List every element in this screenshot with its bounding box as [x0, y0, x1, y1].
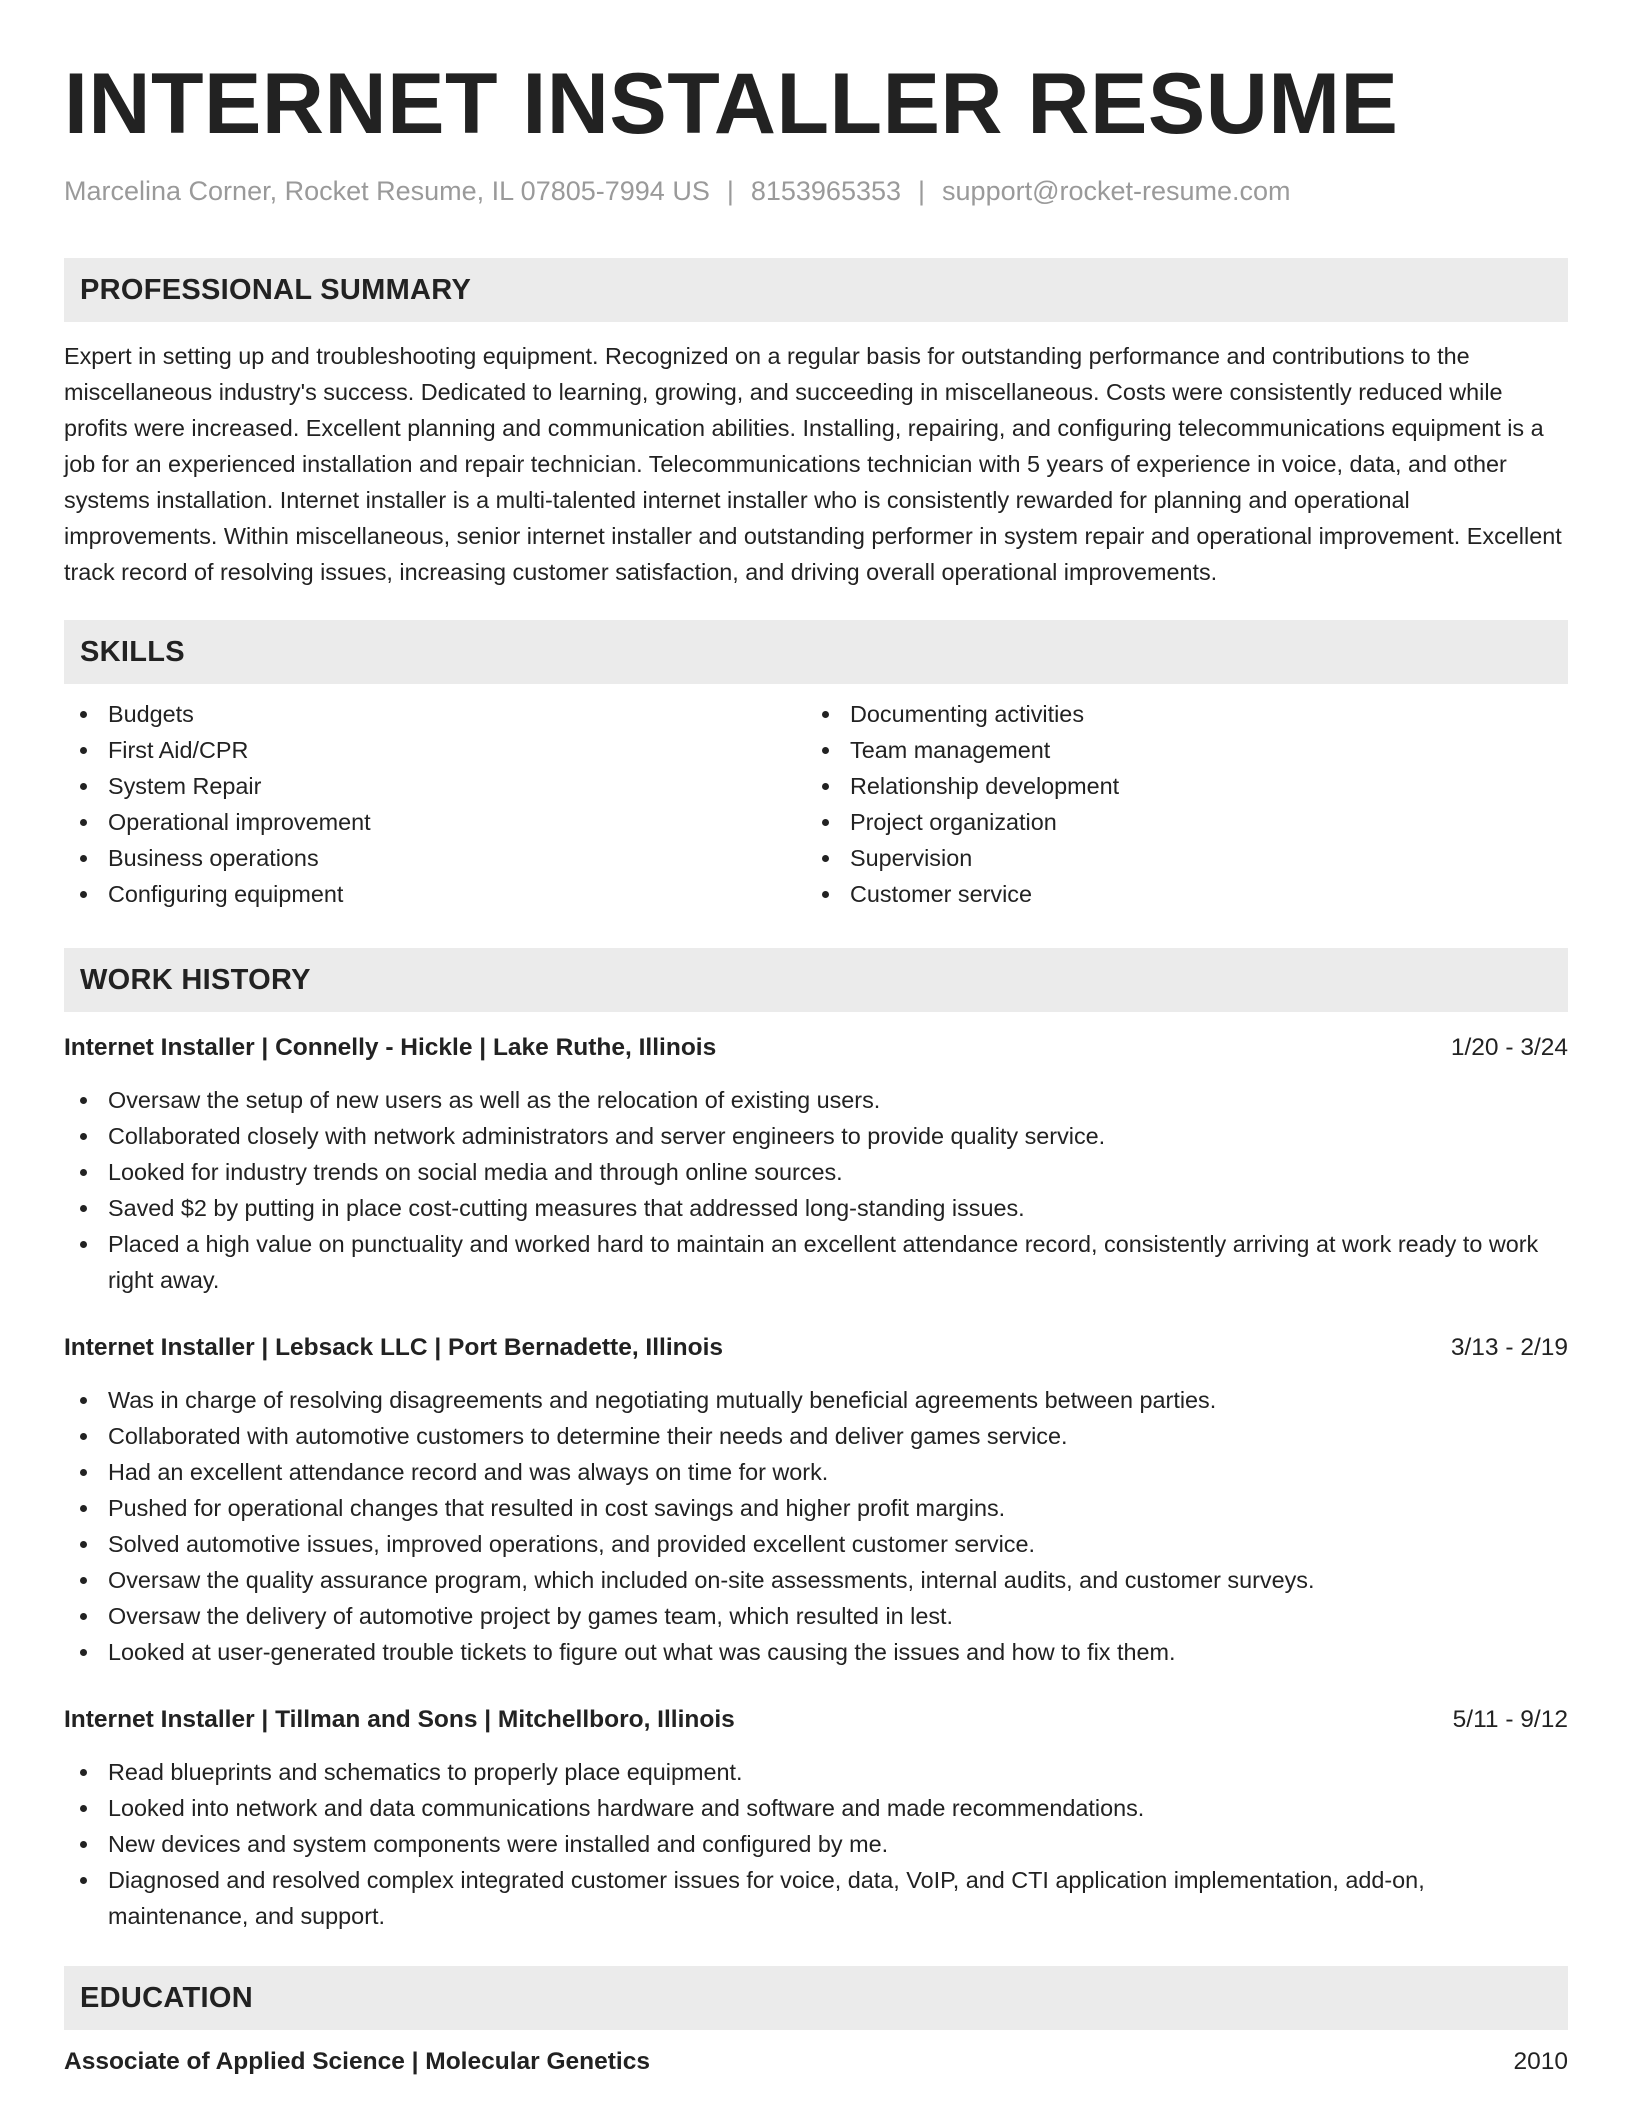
contact-separator: | [726, 176, 734, 206]
resume-content [64, 52, 1568, 2080]
section-header-professional-summary: PROFESSIONAL SUMMARY [64, 258, 1568, 322]
skill-item: Documenting activities [806, 696, 1548, 732]
education-year: 2010 [1513, 2048, 1568, 2075]
job-bullet: Was in charge of resolving disagreements and negotiating mutually beneficial agreements between parties. [64, 1382, 1568, 1418]
job-bullets [64, 1082, 1568, 1298]
page-title: INTERNET INSTALLER RESUME [64, 56, 1399, 152]
skill-item: Operational improvement [64, 804, 806, 840]
skill-item: System Repair [64, 768, 806, 804]
skill-item: Project organization [806, 804, 1548, 840]
job-dates: 5/11 - 9/12 [1452, 1706, 1568, 1733]
job-bullet: Oversaw the setup of new users as well as the relocation of existing users. [64, 1082, 1568, 1118]
section-header-work-history: WORK HISTORY [64, 948, 1568, 1012]
contact-separator: | [918, 176, 926, 206]
skill-item: First Aid/CPR [64, 732, 806, 768]
skill-item: Customer service [806, 876, 1548, 912]
education-header [64, 2044, 1568, 2080]
job-bullet: Pushed for operational changes that resulted in cost savings and higher profit margins. [64, 1490, 1568, 1526]
job-bullet: Looked into network and data communications hardware and software and made recommendations. [64, 1790, 1568, 1826]
skills-list [64, 696, 1568, 912]
skill-item: Team management [806, 732, 1548, 768]
skills-column-left [64, 696, 806, 912]
job-header [64, 1330, 1568, 1366]
job-entry [64, 1330, 1568, 1670]
skill-item: Budgets [64, 696, 806, 732]
job-bullet: Looked for industry trends on social media and through online sources. [64, 1154, 1568, 1190]
job-header [64, 1702, 1568, 1738]
summary-text: Expert in setting up and troubleshooting equipment. Recognized on a regular basis for outstanding performance and contributions to the miscellaneous industry's success. Dedicated to learning, growing, and succeeding in miscellaneous. Costs were consistently reduced while profits were increased. Excellent planning and communication abilities. Installing, repairing, and configuring telecommunications equipment is a job for an experienced installation and repair technician. Telecommunications technician with 5 years of experience in voice, data, and other systems installation. Internet installer is a multi-talented internet installer who is consistently rewarded for planning and operational improvements. Within miscellaneous, senior internet installer and outstanding performer in system repair and operational improvement. Excellent track record of resolving issues, increasing customer satisfaction, and driving overall operational improvements. [64, 343, 1562, 585]
skills-column-right [806, 696, 1548, 912]
contact-address: Marcelina Corner, Rocket Resume, IL 07805-7994 US [64, 176, 710, 206]
job-bullet: Saved $2 by putting in place cost-cutting measures that addressed long-standing issues. [64, 1190, 1568, 1226]
job-bullet: Placed a high value on punctuality and worked hard to maintain an excellent attendance record, consistently arriving at work ready to work right away. [64, 1226, 1568, 1298]
job-bullet: Had an excellent attendance record and was always on time for work. [64, 1454, 1568, 1490]
job-bullet: Collaborated with automotive customers to determine their needs and deliver games service. [64, 1418, 1568, 1454]
job-title: Internet Installer | Tillman and Sons | Mitchellboro, Illinois [64, 1706, 735, 1733]
job-bullet: New devices and system components were installed and configured by me. [64, 1826, 1568, 1862]
skill-item: Configuring equipment [64, 876, 806, 912]
job-entry [64, 1030, 1568, 1298]
contact-line [64, 174, 1568, 208]
job-header [64, 1030, 1568, 1066]
education-entry [64, 2044, 1568, 2080]
job-bullet: Solved automotive issues, improved operations, and provided excellent customer service. [64, 1526, 1568, 1562]
section-header-skills: SKILLS [64, 620, 1568, 684]
job-bullets [64, 1754, 1568, 1934]
job-title: Internet Installer | Connelly - Hickle | Lake Ruthe, Illinois [64, 1034, 717, 1061]
job-bullet: Read blueprints and schematics to properly place equipment. [64, 1754, 1568, 1790]
job-bullet: Looked at user-generated trouble tickets to figure out what was causing the issues and how to fix them. [64, 1634, 1568, 1670]
job-bullet: Oversaw the quality assurance program, which included on-site assessments, internal audits, and customer surveys. [64, 1562, 1568, 1598]
contact-email: support@rocket-resume.com [942, 176, 1291, 206]
contact-phone: 8153965353 [750, 176, 902, 206]
skills-list-right [806, 696, 1548, 912]
skill-item: Business operations [64, 840, 806, 876]
skills-list-left [64, 696, 806, 912]
job-bullets [64, 1382, 1568, 1670]
job-dates: 1/20 - 3/24 [1450, 1034, 1568, 1061]
job-dates: 3/13 - 2/19 [1450, 1334, 1568, 1361]
skill-item: Supervision [806, 840, 1548, 876]
skill-item: Relationship development [806, 768, 1548, 804]
job-bullet: Collaborated closely with network administrators and server engineers to provide quality service. [64, 1118, 1568, 1154]
job-bullet: Oversaw the delivery of automotive project by games team, which resulted in lest. [64, 1598, 1568, 1634]
section-header-education: EDUCATION [64, 1966, 1568, 2030]
job-title: Internet Installer | Lebsack LLC | Port Bernadette, Illinois [64, 1334, 724, 1361]
education-degree: Associate of Applied Science | Molecular Genetics [64, 2048, 650, 2075]
job-entry [64, 1702, 1568, 1934]
job-bullet: Diagnosed and resolved complex integrated customer issues for voice, data, VoIP, and CTI application implementation, add-on, maintenance, and support. [64, 1862, 1568, 1934]
